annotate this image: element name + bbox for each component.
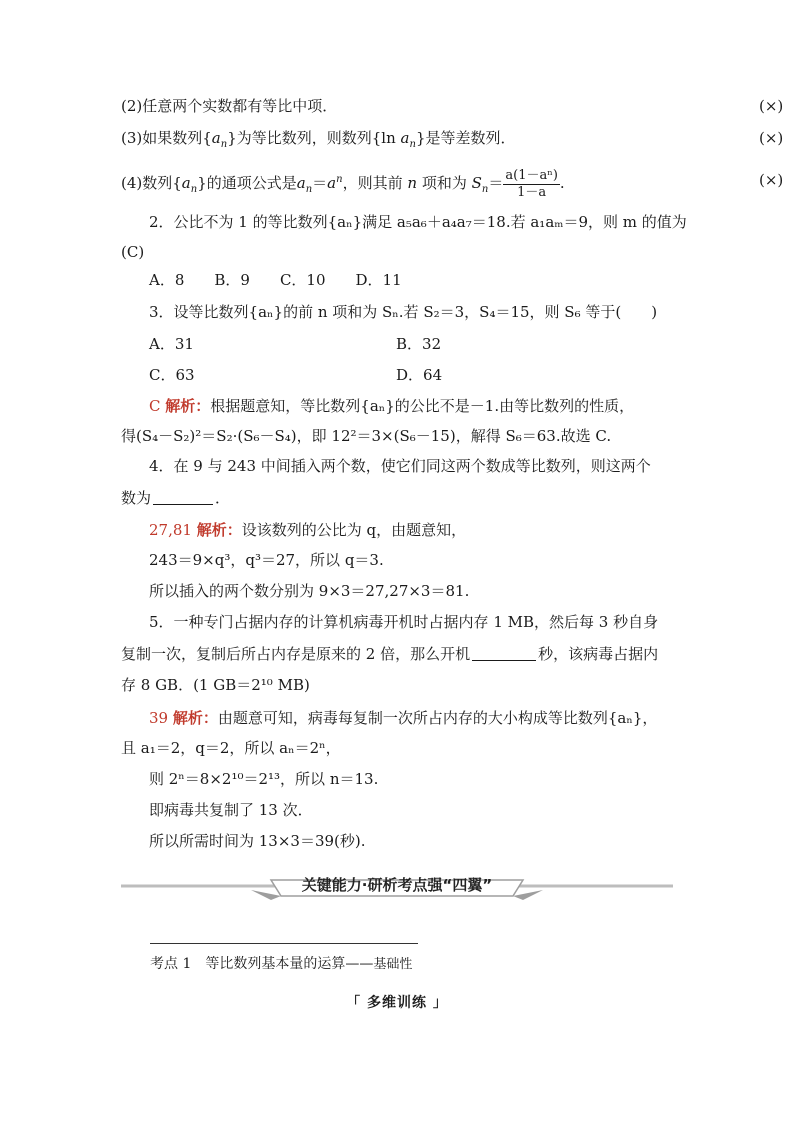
q5-answer-blank[interactable] bbox=[472, 646, 536, 661]
q4-analysis-line-3: 所以插入的两个数分别为 9×3＝27,27×3＝81. bbox=[149, 582, 470, 600]
q2-stem: 2．公比不为 1 的等比数列{aₙ}满足 a₅a₆＋a₄a₇＝18.若 a₁aₘ＝9，则 m 的值为 bbox=[149, 213, 687, 231]
q5-analysis-line-3: 则 2ⁿ＝8×2¹⁰＝2¹³，所以 n＝13. bbox=[149, 770, 379, 788]
q5-answer: 39 bbox=[149, 709, 169, 727]
q1-item-3-mark: (×) bbox=[759, 129, 784, 147]
section-tag: 基础性 bbox=[373, 957, 413, 972]
q1-item-2-mark: (×) bbox=[759, 97, 784, 115]
training-subhead: 「 多维训练 」 bbox=[346, 995, 448, 1011]
q3-stem: 3．设等比数列{aₙ}的前 n 项和为 Sₙ.若 S₂＝3，S₄＝15，则 S₆ 等于( ) bbox=[149, 303, 658, 321]
section-banner bbox=[121, 872, 673, 902]
q5-stem-2: 复制一次，复制后所占内存是原来的 2 倍，那么开机 秒，该病毒占据内 bbox=[121, 645, 659, 663]
q4-analysis-label: 解析： bbox=[196, 521, 242, 539]
q4-analysis-line-2: 243＝9×q³，q³＝27，所以 q＝3. bbox=[149, 551, 384, 569]
q3-option-b: B．32 bbox=[396, 335, 442, 353]
q5-analysis-line-4: 即病毒共复制了 13 次． bbox=[149, 801, 313, 819]
q3-analysis-line-2: 得(S₄－S₂)²＝S₂·(S₆－S₄)，即 12²＝3×(S₆－15)，解得 S₆＝63.故选 C. bbox=[121, 427, 612, 445]
section-divider bbox=[150, 943, 418, 944]
q1-item-4: (4)数列$\{a_n\}$的通项公式是$a_n=a^n$，则其前 n 项和为 $S_n=$ $\frac{\text{a(1－aⁿ)}}{1-a}$ . (×) bbox=[121, 167, 784, 200]
q3-answer: C bbox=[149, 397, 161, 415]
q5-stem: 5．一种专门占据内存的计算机病毒开机时占据内存 1 MB，然后每 3 秒自身 bbox=[149, 613, 659, 631]
q3-analysis-label: 解析： bbox=[165, 397, 211, 415]
q3-option-a: A．31 bbox=[149, 335, 194, 353]
q1-item-4-mark: (×) bbox=[759, 171, 784, 189]
q4-answer-blank[interactable] bbox=[153, 490, 213, 505]
q5-analysis-line-1: 39 解析：由题意可知，病毒每复制一次所占内存的大小构成等比数列{aₙ}， bbox=[149, 709, 658, 727]
q3-analysis-line-1: C 解析：根据题意知，等比数列{aₙ}的公比不是－1.由等比数列的性质， bbox=[149, 397, 635, 415]
sum-formula-fraction: $\frac{\text{a(1－aⁿ)}}{1-a}$ bbox=[505, 167, 558, 200]
q3-option-d: D．64 bbox=[396, 366, 443, 384]
q2-options: A．8 B．9 C．10 D．11 bbox=[149, 271, 402, 289]
q3-option-c: C．63 bbox=[149, 366, 195, 384]
q4-analysis-line-1: 27,81 解析：设该数列的公比为 q，由题意知， bbox=[149, 521, 467, 539]
section-title: 考点 1 等比数列基本量的运算——基础性 bbox=[150, 956, 413, 972]
q5-analysis-line-5: 所以所需时间为 13×3＝39(秒). bbox=[149, 832, 366, 850]
q4-answer: 27,81 bbox=[149, 521, 192, 539]
q2-answer: (C) bbox=[121, 243, 145, 261]
banner-title: 关键能力·研析考点强“四翼” bbox=[301, 876, 493, 894]
q5-analysis-label: 解析： bbox=[172, 709, 218, 727]
q1-item-2: (2)任意两个实数都有等比中项． (×) bbox=[121, 97, 784, 115]
q4-stem: 4．在 9 与 243 中间插入两个数，使它们同这两个数成等比数列，则这两个 bbox=[149, 457, 651, 475]
q5-analysis-line-2: 且 a₁＝2，q＝2，所以 aₙ＝2ⁿ， bbox=[121, 739, 341, 757]
q5-stem-3: 存 8 GB．(1 GB＝2¹⁰ MB) bbox=[121, 676, 310, 694]
q4-stem-2: 数为 ． bbox=[121, 489, 231, 507]
q1-item-3: (3)如果数列$\{a_n\}$为等比数列，则数列{ln $a_n$}是等差数列． (×) bbox=[121, 129, 784, 150]
